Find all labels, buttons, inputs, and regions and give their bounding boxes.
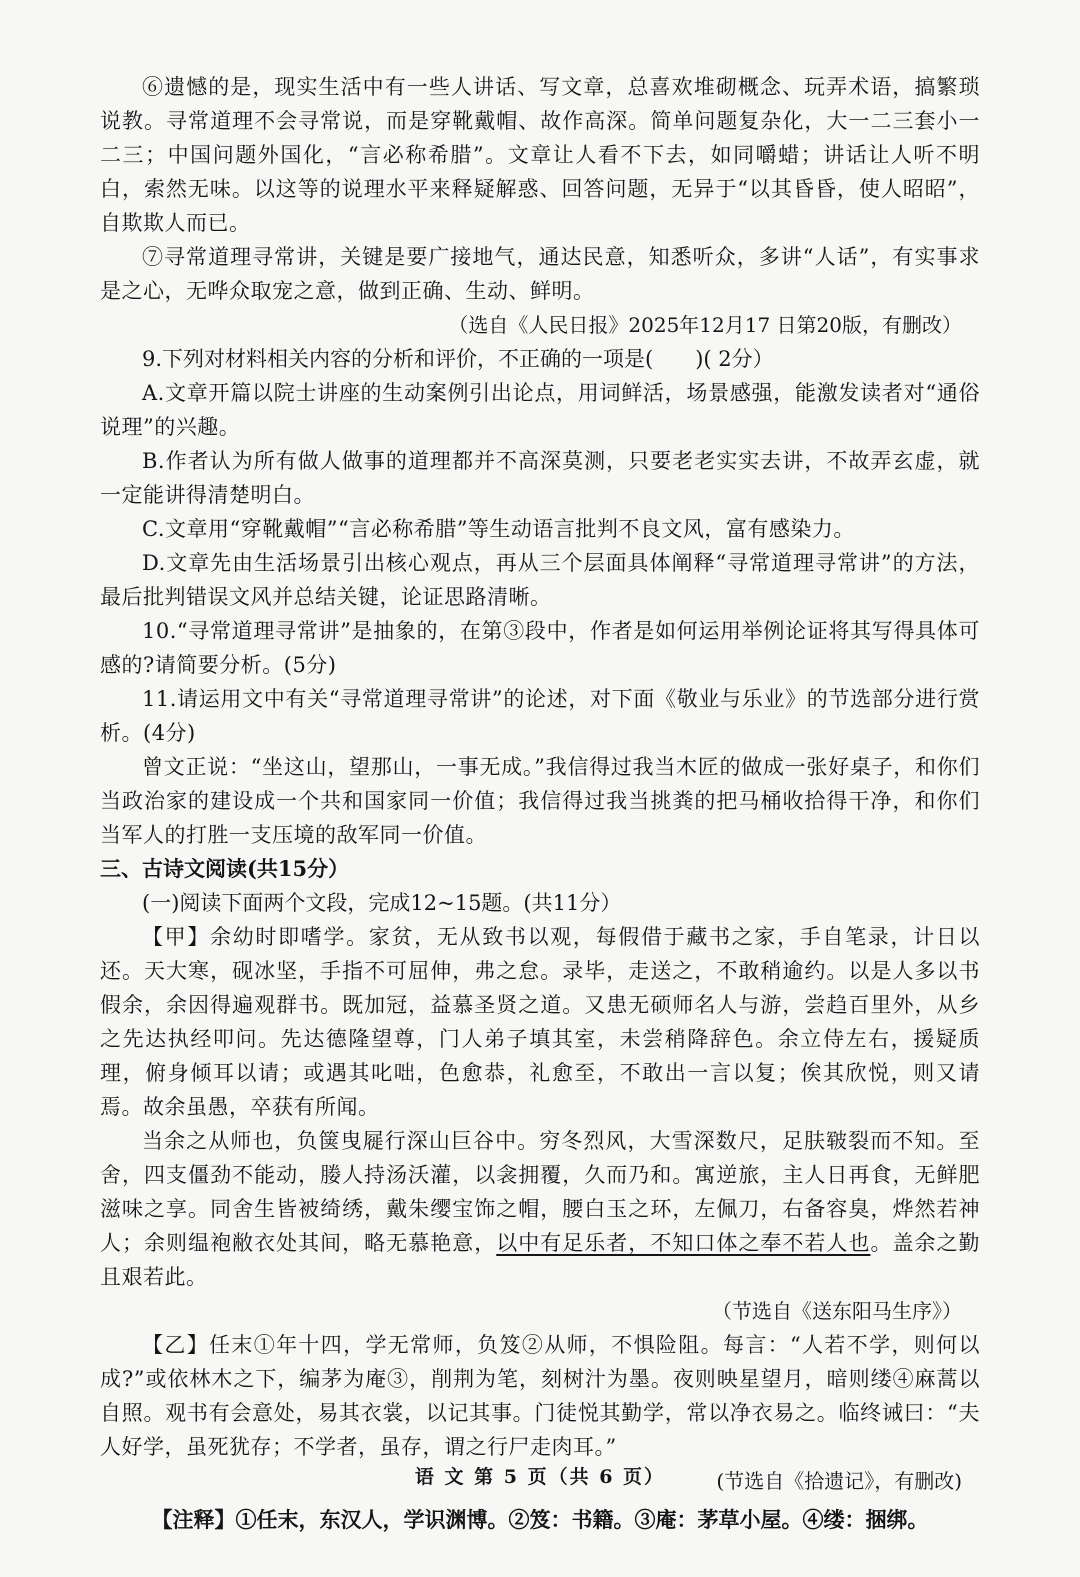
question-11: 11.请运用文中有关“寻常道理寻常讲”的论述，对下面《敬业与乐业》的节选部分进行赏析。(4分) xyxy=(100,687,980,745)
passage-jia-p2-end: 。盖余之勤且艰若此。 xyxy=(100,1231,981,1289)
question-9-option-d: D.文章先由生活场景引出核心观点，再从三个层面具体阐释“寻常道理寻常讲”的方法，最后批判错误文风并总结关键，论证思路清晰。 xyxy=(100,551,980,609)
passage-jia-paragraph-2 xyxy=(100,1124,980,1294)
question-11-excerpt: 曾文正说：“坐这山，望那山，一事无成。”我信得过我当木匠的做成一张好桌子，和你们当政治家的建设成一个共和国家同一价值；我信得过我当挑粪的把马桶收拾得干净，和你们当军人的打胜一支压境的敌军同一价值。 xyxy=(100,755,980,847)
passage-yi: 【乙】任末①年十四，学无常师，负笈②从师，不惧险阻。每言：“人若不学，则何以成?”或依林木之下，编茅为庵③，削荆为笔，刻树汁为墨。夜则映星望月，暗则缕④麻蒿以自照。观书有会意处，易其衣裳，以记其事。门徒悦其勤学，常以净衣易之。临终诫曰：“夫人好学，虽死犹存；不学者，虽存，谓之行尸走肉耳。” xyxy=(100,1333,980,1459)
passage-jia-p2-main: 当余之从师也，负箧曳屣行深山巨谷中。穷冬烈风，大雪深数尺，足肤皲裂而不知。至舍，四支僵劲不能动，媵人持汤沃灌，以衾拥覆，久而乃和。寓逆旅，主人日再食，无鲜肥滋味之享。同舍生皆被绮绣，戴朱缨宝饰之帽，腰白玉之环，左佩刀，右备容臭，烨然若神人；余则缊袍敝衣处其间，略无慕艳意， xyxy=(100,1129,980,1255)
underlined-sentence: 以中有足乐者，不知口体之奉不若人也 xyxy=(496,1231,871,1255)
question-9-option-a: A.文章开篇以院士讲座的生动案例引出论点，用词鲜活，场景感强，能激发读者对“通俗说理”的兴趣。 xyxy=(100,381,980,439)
question-9-stem: 9.下列对材料相关内容的分析和评价，不正确的一项是( )( 2分） xyxy=(142,347,774,371)
annotations: 【注释】①任末，东汉人，学识渊博。②笈：书籍。③庵：茅草小屋。④缕：捆绑。 xyxy=(151,1507,929,1532)
page-footer: 语 文 第 5 页（共 6 页） xyxy=(414,1466,666,1488)
passage-yi-source: (节选自《拾遗记》，有删改) xyxy=(716,1469,962,1493)
paragraph-7: ⑦寻常道理寻常讲，关键是要广接地气，通达民意，知悉听众，多讲“人话”，有实事求是之心，无哗众取宠之意，做到正确、生动、鲜明。 xyxy=(100,245,980,303)
question-9-option-b: B.作者认为所有做人做事的道理都并不高深莫测，只要老老实实去讲，不故弄玄虚，就一定能讲得清楚明白。 xyxy=(100,449,980,507)
question-10: 10.“寻常道理寻常讲”是抽象的，在第③段中，作者是如何运用举例论证将其写得具体可感的?请简要分析。(5分) xyxy=(100,619,980,677)
paragraph-6: ⑥遗憾的是，现实生活中有一些人讲话、写文章，总喜欢堆砌概念、玩弄术语，搞繁琐说教。寻常道理不会寻常说，而是穿靴戴帽、故作高深。简单问题复杂化，大一二三套小一二三；中国问题外国化，“言必称希腊”。文章让人看不下去，如同嚼蜡；讲话让人听不明白，索然无味。以这等的说理水平来释疑解惑、回答问题，无异于“以其昏昏，使人昭昭”，自欺欺人而已。 xyxy=(100,75,980,235)
passage-jia-paragraph-1: 【甲】余幼时即嗜学。家贫，无从致书以观，每假借于藏书之家，手自笔录，计日以还。天大寒，砚冰坚，手指不可屈伸，弗之怠。录毕，走送之，不敢稍逾约。以是人多以书假余，余因得遍观群书。既加冠，益慕圣贤之道。又患无硕师名人与游，尝趋百里外，从乡之先达执经叩问。先达德隆望尊，门人弟子填其室，未尝稍降辞色。余立侍左右，援疑质理，俯身倾耳以请；或遇其叱咄，色愈恭，礼愈至，不敢出一言以复；俟其欣悦，则又请焉。故余虽愚，卒获有所闻。 xyxy=(100,925,980,1119)
article-source: （选自《人民日报》2025年12月17 日第20版，有删改） xyxy=(448,313,962,337)
section-3-heading: 三、古诗文阅读(共15分） xyxy=(100,856,350,881)
question-9-option-c: C.文章用“穿靴戴帽”“言必称希腊”等生动语言批判不良文风，富有感染力。 xyxy=(142,517,855,541)
passage-jia-source: （节选自《送东阳马生序》） xyxy=(712,1299,962,1323)
section-3-subheading: (一)阅读下面两个文段，完成12~15题。(共11分） xyxy=(142,891,622,915)
